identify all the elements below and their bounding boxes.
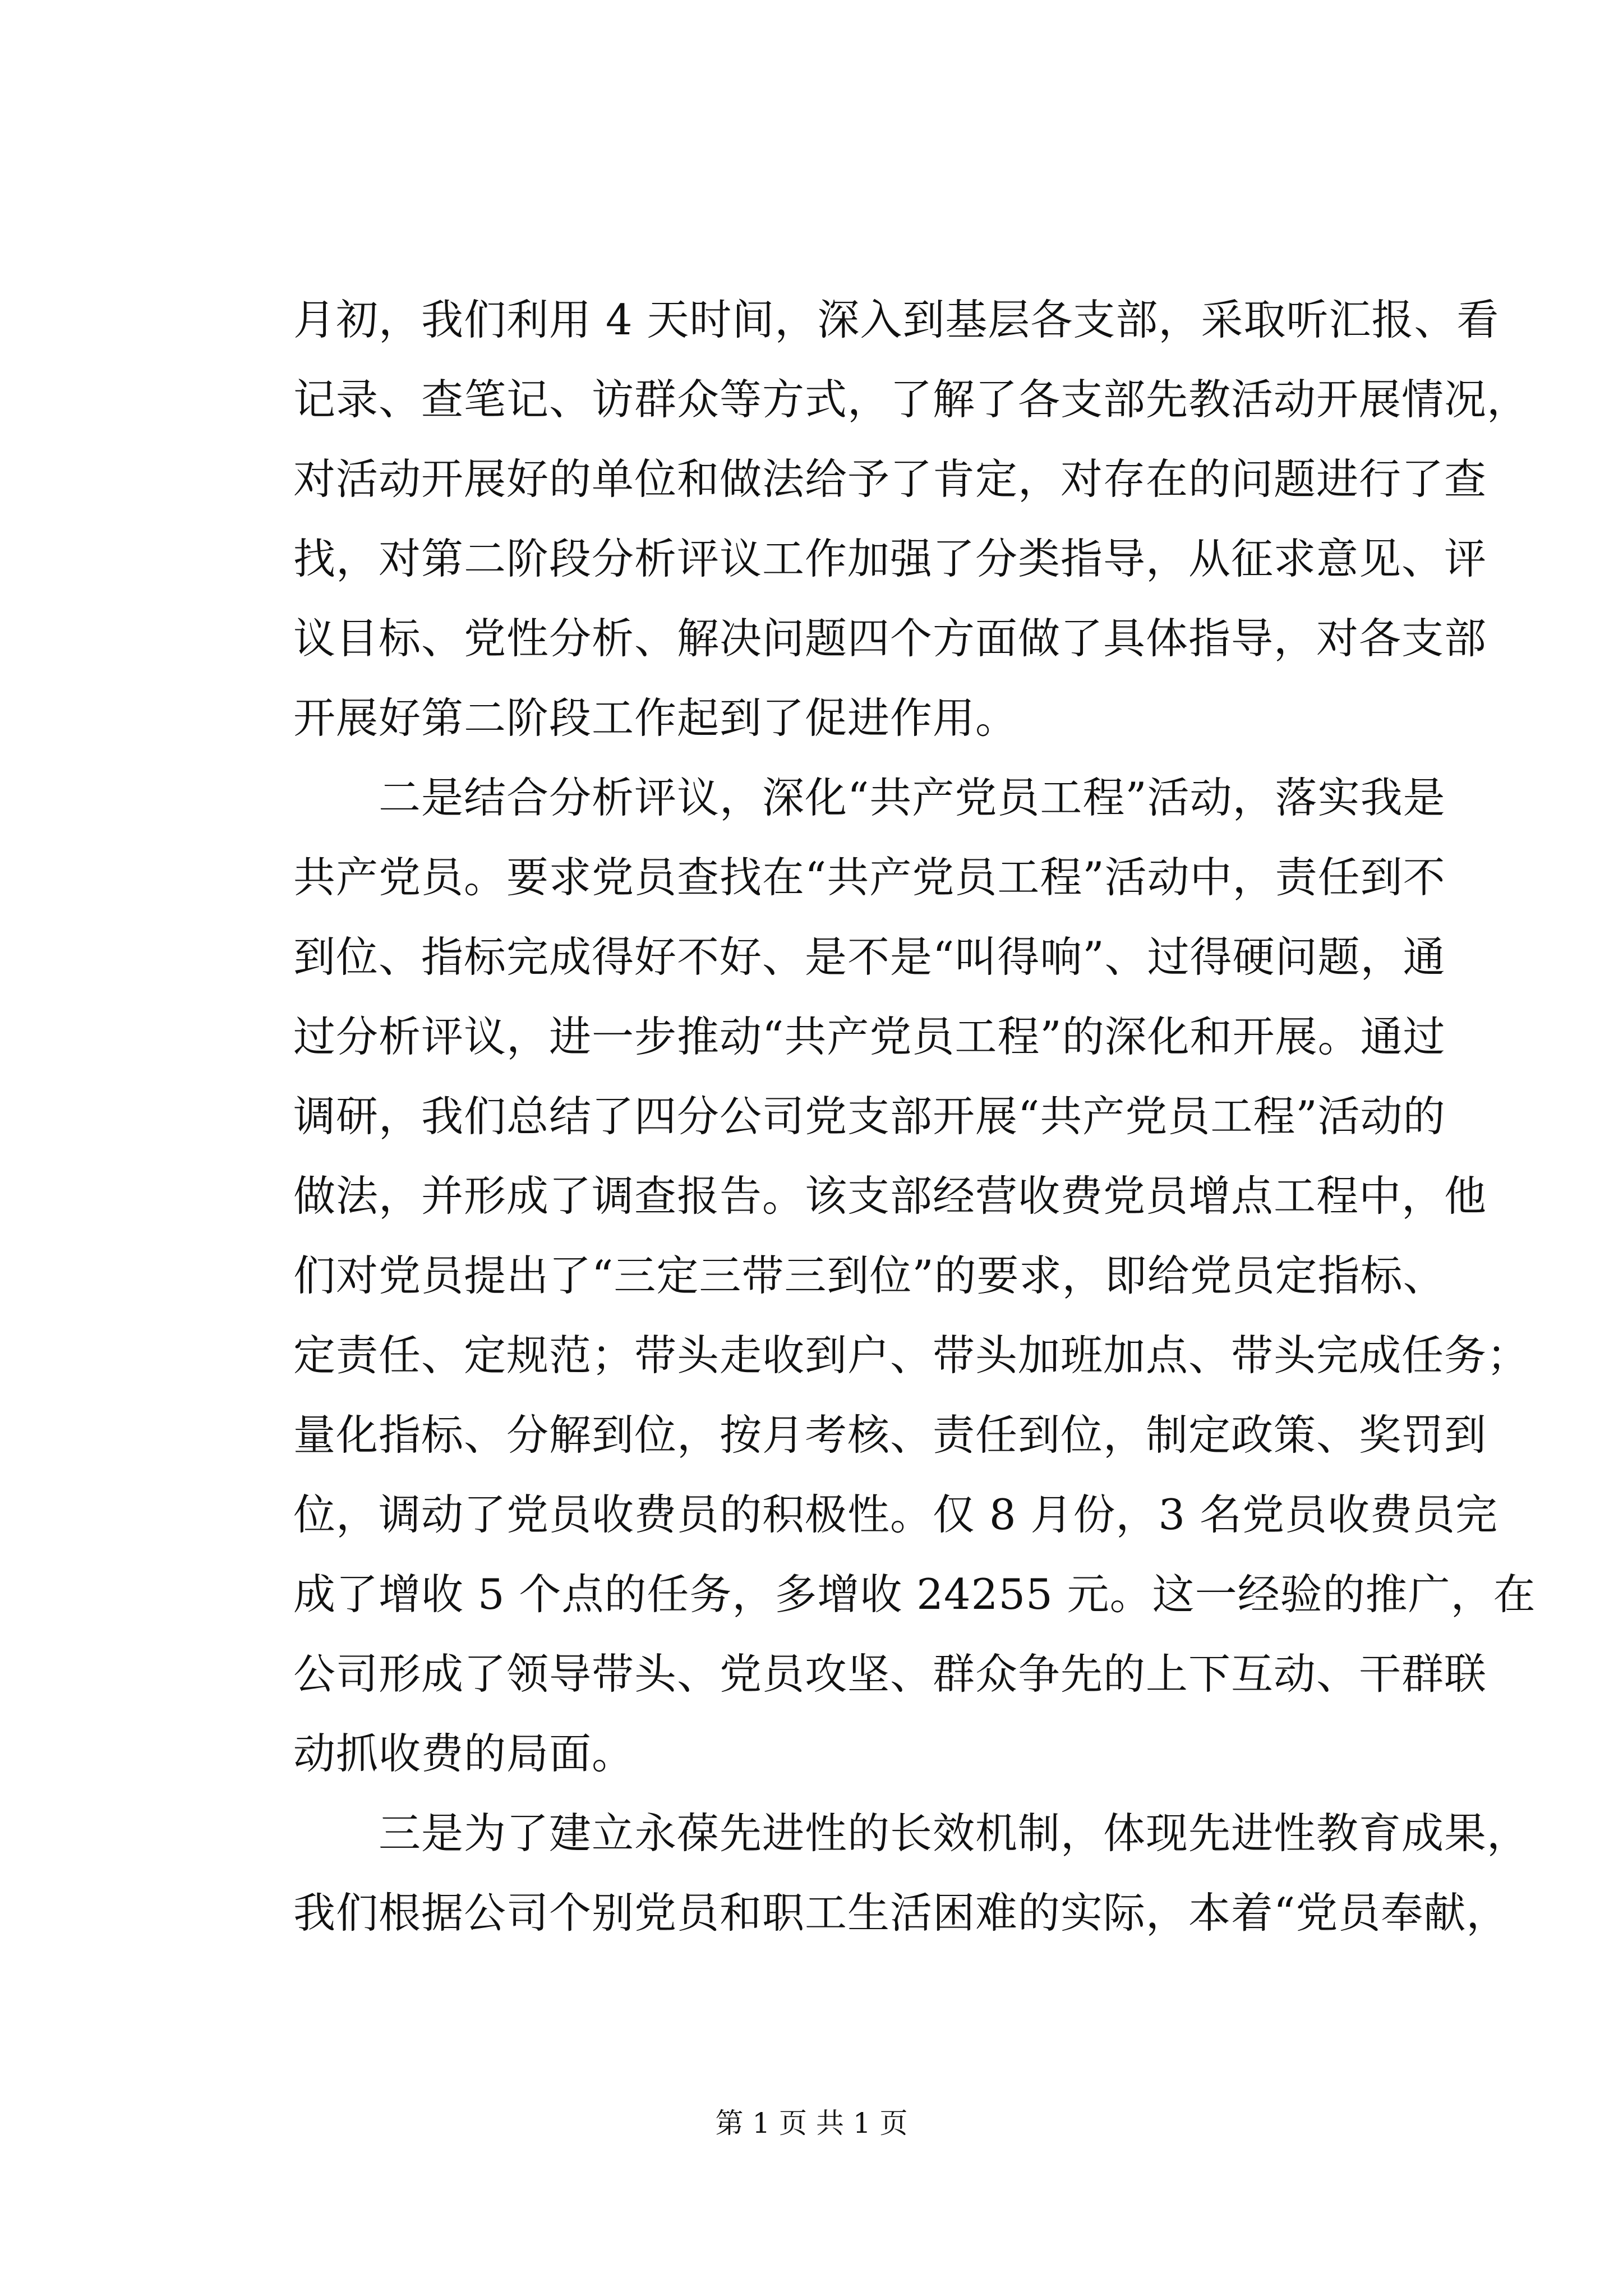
text-line: 量化指标、分解到位，按月考核、责任到位，制定政策、奖罚到 bbox=[293, 1410, 1487, 1460]
text-line: 位，调动了党员收费员的积极性。仅 8 月份，3 名党员收费员完 bbox=[293, 1490, 1498, 1539]
text-line: 二是结合分析评议，深化“共产党员工程”活动，落实我是 bbox=[293, 773, 1446, 822]
text-line: 成了增收 5 个点的任务，多增收 24255 元。这一经验的推广，在 bbox=[293, 1570, 1536, 1619]
page-footer: 第 1 页 共 1 页 bbox=[715, 2107, 908, 2139]
text-line: 三是为了建立永葆先进性的长效机制，体现先进性教育成果， bbox=[293, 1809, 1530, 1858]
text-line: 议目标、党性分析、解决问题四个方面做了具体指导，对各支部 bbox=[293, 614, 1487, 663]
text-line: 开展好第二阶段工作起到了促进作用。 bbox=[293, 693, 1018, 743]
text-line: 动抓收费的局面。 bbox=[293, 1729, 635, 1778]
text-line: 共产党员。要求党员查找在“共产党员工程”活动中，责任到不 bbox=[293, 853, 1446, 902]
text-line: 我们根据公司个别党员和职工生活困难的实际，本着“党员奉献， bbox=[293, 1888, 1509, 1938]
text-line: 调研，我们总结了四分公司党支部开展“共产党员工程”活动的 bbox=[293, 1092, 1446, 1141]
text-line: 过分析评议，进一步推动“共产党员工程”的深化和开展。通过 bbox=[293, 1012, 1446, 1061]
text-line: 记录、查笔记、访群众等方式，了解了各支部先教活动开展情况， bbox=[293, 375, 1530, 424]
text-line: 找，对第二阶段分析评议工作加强了分类指导，从征求意见、评 bbox=[293, 534, 1487, 583]
text-line: 对活动开展好的单位和做法给予了肯定，对存在的问题进行了查 bbox=[293, 454, 1487, 504]
text-line: 公司形成了领导带头、党员攻坚、群众争先的上下互动、干群联 bbox=[293, 1649, 1487, 1699]
text-line: 到位、指标完成得好不好、是不是“叫得响”、过得硬问题，通 bbox=[293, 932, 1446, 982]
text-line: 们对党员提出了“三定三带三到位”的要求，即给党员定指标、 bbox=[293, 1251, 1446, 1300]
text-line: 做法，并形成了调查报告。该支部经营收费党员增点工程中，他 bbox=[293, 1171, 1487, 1221]
text-line: 月初，我们利用 4 天时间，深入到基层各支部，采取听汇报、看 bbox=[293, 295, 1500, 344]
text-line: 定责任、定规范；带头走收到户、带头加班加点、带头完成任务； bbox=[293, 1331, 1530, 1380]
